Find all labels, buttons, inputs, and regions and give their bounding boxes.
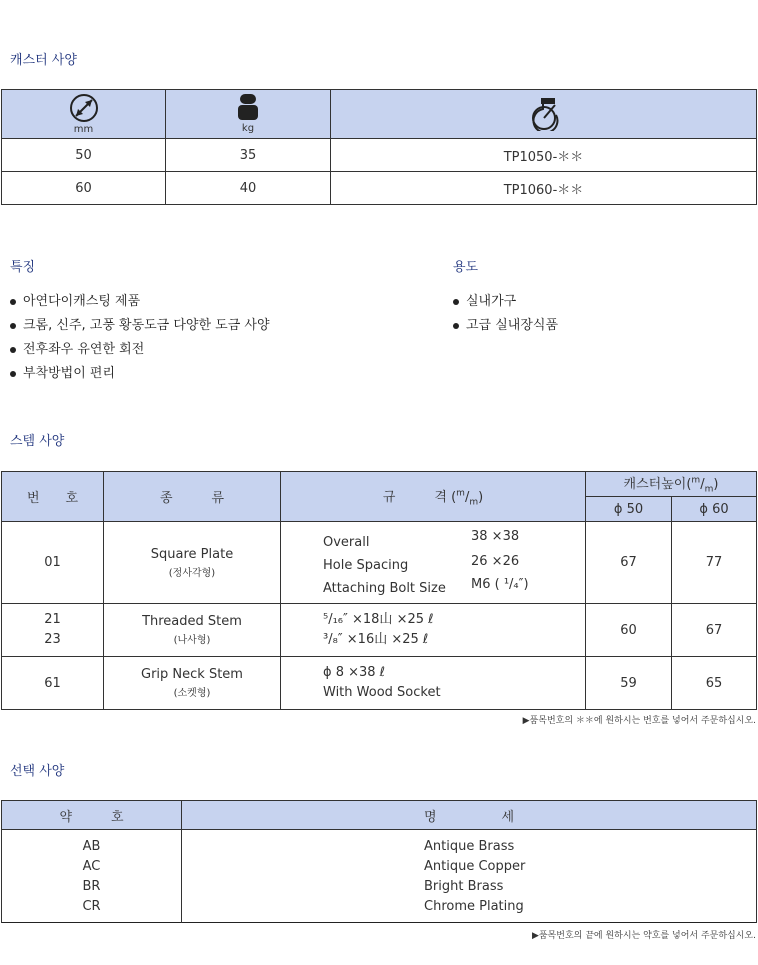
option-spec-table: [1, 800, 757, 923]
load-value: 35: [166, 139, 331, 172]
usage-title: 용도: [453, 260, 479, 275]
stem-type: Square Plate (정사각형): [104, 522, 281, 604]
diameter-value: 50: [2, 139, 166, 172]
diameter-unit: mm: [73, 124, 94, 135]
list-item: 부착방법이 편리: [10, 362, 270, 386]
caster-model-header: [331, 90, 757, 139]
stem-type: Threaded Stem (나사형): [104, 604, 281, 657]
stem-type: Grip Neck Stem (소켓형): [104, 657, 281, 710]
list-item: 전후좌우 유연한 회전: [10, 338, 270, 362]
option-description: Bright Brass: [182, 876, 757, 896]
option-code: AC: [2, 856, 182, 876]
features-title: 특징: [10, 260, 36, 275]
list-item: 고급 실내장식품: [453, 314, 558, 338]
table-row: [2, 522, 757, 604]
stem-spec-table: [1, 471, 757, 710]
weight-icon: [237, 94, 259, 122]
option-code: BR: [2, 876, 182, 896]
table-row: [2, 856, 757, 876]
stem-number: 01: [2, 522, 104, 604]
stem-spec: ϕ 8 ×38 ℓ With Wood Socket: [281, 657, 586, 710]
option-order-note: ▶품목번호의 끝에 원하시는 약호를 넣어서 주문하십시오.: [531, 931, 756, 941]
option-description: Antique Brass: [182, 830, 757, 857]
table-row: [2, 896, 757, 923]
height-50: 60: [586, 604, 672, 657]
diameter-value: 60: [2, 172, 166, 205]
option-description: Antique Copper: [182, 856, 757, 876]
caster-icon: [529, 97, 559, 131]
option-code: AB: [2, 830, 182, 857]
list-item: 아연다이캐스팅 제품: [10, 290, 270, 314]
height-60: 67: [672, 604, 757, 657]
stem-number: 21 23: [2, 604, 104, 657]
stem-spec-title: 스템 사양: [10, 434, 65, 449]
stem-header-row: [2, 472, 757, 497]
table-row: [2, 876, 757, 896]
option-header-row: [2, 801, 757, 830]
stem-spec: Overall 38 ×38 Hole Spacing 26 ×26 Attaching Bolt Size M6 ( ¹/₄″): [281, 522, 586, 604]
description-header: 명 세: [182, 801, 757, 830]
table-row: [2, 830, 757, 857]
number-header: 번 호: [2, 472, 104, 522]
stem-number: 61: [2, 657, 104, 710]
table-row: [2, 604, 757, 657]
option-code: CR: [2, 896, 182, 923]
model-value: TP1050-＊＊: [331, 139, 757, 172]
model-value: TP1060-＊＊: [331, 172, 757, 205]
caster-spec-row: [2, 172, 757, 205]
option-description: Chrome Plating: [182, 896, 757, 923]
d50-header: ϕ 50: [586, 497, 672, 522]
height-50: 67: [586, 522, 672, 604]
list-item: 크롬, 신주, 고풍 황동도금 다양한 도금 사양: [10, 314, 270, 338]
load-value: 40: [166, 172, 331, 205]
option-spec-title: 선택 사양: [10, 764, 65, 779]
caster-spec-row: [2, 139, 757, 172]
height-60: 65: [672, 657, 757, 710]
caster-spec-table: [1, 89, 757, 205]
caster-spec-header-row: [2, 90, 757, 139]
code-header: 약 호: [2, 801, 182, 830]
table-row: [2, 657, 757, 710]
height-50: 59: [586, 657, 672, 710]
stem-spec: ⁵/₁₆″ ×18山 ×25 ℓ ³/₈″ ×16山 ×25 ℓ: [281, 604, 586, 657]
load-unit: kg: [241, 123, 255, 134]
caster-height-header: 캐스터높이$(^m/_m)$: [586, 472, 757, 497]
features-list: [10, 290, 270, 386]
stem-order-note: ▶품목번호의 ＊＊에 원하시는 번호를 넣어서 주문하십시오.: [522, 716, 756, 726]
list-item: 실내가구: [453, 290, 558, 314]
height-60: 77: [672, 522, 757, 604]
load-header: [166, 90, 331, 139]
diameter-header: [2, 90, 166, 139]
usage-list: [453, 290, 558, 338]
wheel-diameter-icon: [69, 93, 99, 123]
d60-header: ϕ 60: [672, 497, 757, 522]
spec-header: 규 격 $(^m/_m)$: [281, 472, 586, 522]
type-header: 종 류: [104, 472, 281, 522]
caster-spec-title: 캐스터 사양: [10, 53, 77, 68]
